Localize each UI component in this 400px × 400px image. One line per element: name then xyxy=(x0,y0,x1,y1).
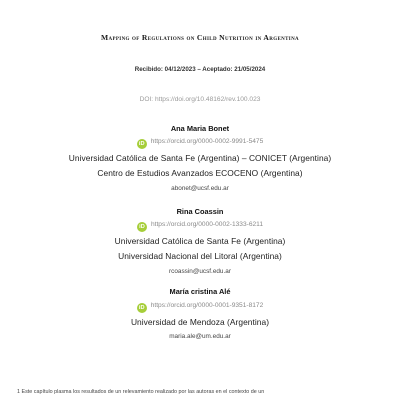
orcid-icon: iD xyxy=(137,222,147,232)
author-affiliation: Universidad de Mendoza (Argentina) xyxy=(130,317,270,327)
author-affiliation: Universidad Nacional del Litoral (Argentina) xyxy=(118,251,282,261)
author-email[interactable]: abonet@ucsf.edu.ar xyxy=(171,185,229,192)
received-accepted-dates: Recibido: 04/12/2023 – Aceptado: 21/05/2024 xyxy=(134,66,266,73)
author-orcid[interactable] xyxy=(0,302,400,313)
doi-link[interactable]: DOI: https://doi.org/10.48162/rev.100.023 xyxy=(139,96,261,103)
orcid-link[interactable]: https://orcid.org/0000-0001-9351-8172 xyxy=(150,302,264,309)
author-name: Ana Maria Bonet xyxy=(170,124,230,133)
author-orcid[interactable] xyxy=(0,138,400,149)
orcid-icon: iD xyxy=(137,303,147,313)
orcid-link[interactable]: https://orcid.org/0000-0002-1333-6211 xyxy=(150,221,264,228)
footnote: 1 Este capítulo plasma los resultados de un relevamiento realizado por las autoras en el contexto de un xyxy=(17,389,265,395)
orcid-link[interactable]: https://orcid.org/0000-0002-9991-5475 xyxy=(150,138,264,145)
orcid-icon: iD xyxy=(137,139,147,149)
author-name: Rina Coassin xyxy=(176,207,224,216)
author-email[interactable]: maria.ale@um.edu.ar xyxy=(169,333,231,340)
author-email[interactable]: rcoassin@ucsf.edu.ar xyxy=(169,268,231,275)
author-orcid[interactable] xyxy=(0,221,400,232)
paper-title: Mapping of Regulations on Child Nutrition in Argentina xyxy=(100,33,300,42)
author-affiliation: Centro de Estudios Avanzados ECOCENO (Argentina) xyxy=(97,168,303,178)
author-name: María cristina Alé xyxy=(169,287,231,296)
author-affiliation: Universidad Católica de Santa Fe (Argentina) – CONICET (Argentina) xyxy=(68,153,332,163)
author-affiliation: Universidad Católica de Santa Fe (Argentina) xyxy=(114,236,286,246)
